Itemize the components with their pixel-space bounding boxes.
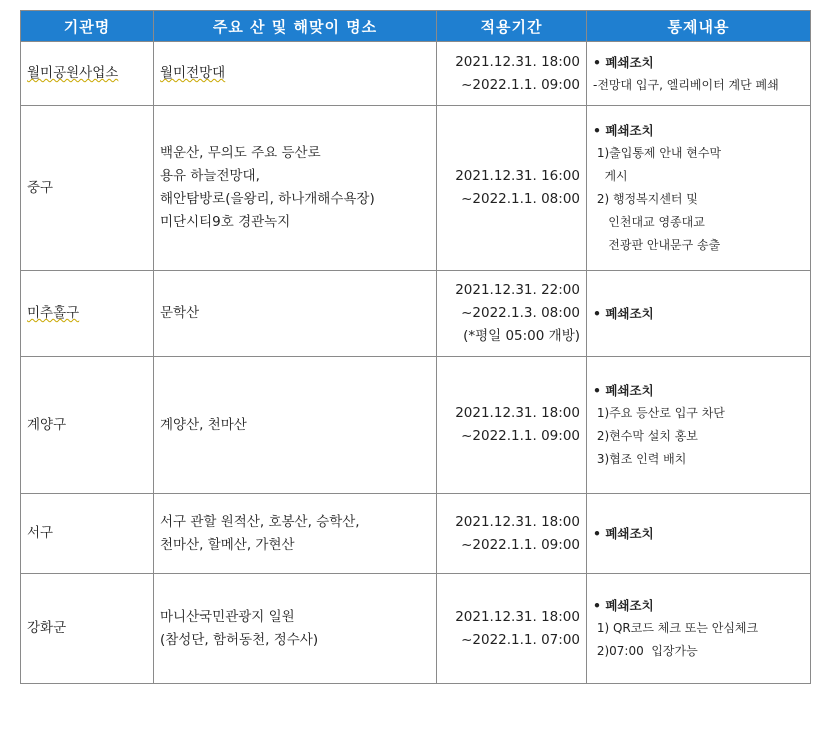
control-title: • 폐쇄조치 <box>593 522 804 545</box>
control-cell <box>587 357 811 494</box>
places-text: 월미전망대 <box>160 65 226 81</box>
period-cell: 2021.12.31. 22:00 ~2022.1.3. 08:00 (*평일 05:00 개방) <box>437 271 587 357</box>
control-line: -전망대 입구, 엘리베이터 계단 폐쇄 <box>593 77 779 92</box>
control-line: 게시 <box>593 169 628 183</box>
agency-cell: 강화군 <box>21 574 154 684</box>
agency-cell <box>21 42 154 106</box>
table-row <box>21 106 811 271</box>
control-line: 2)현수막 설치 홍보 <box>593 429 698 443</box>
header-agency: 기관명 <box>21 11 154 42</box>
control-line: 2)07:00 입장가능 <box>593 644 698 658</box>
control-line: 1) QR코드 체크 또는 안심체크 <box>593 621 759 635</box>
schedule-table <box>20 10 811 684</box>
control-cell <box>587 42 811 106</box>
control-line: 2) 행정복지센터 및 <box>593 192 698 206</box>
table-row <box>21 271 811 357</box>
table-row <box>21 574 811 684</box>
control-title: • 폐쇄조치 <box>593 302 804 325</box>
header-places: 주요 산 및 해맞이 명소 <box>154 11 437 42</box>
period-cell: 2021.12.31. 16:00 ~2022.1.1. 08:00 <box>437 106 587 271</box>
control-line: 3)협조 인력 배치 <box>593 452 687 466</box>
table-row <box>21 42 811 106</box>
table-header <box>21 11 811 42</box>
agency-cell: 중구 <box>21 106 154 271</box>
control-line: 1)주요 등산로 입구 차단 <box>593 406 725 420</box>
places-cell: 계양산, 천마산 <box>154 357 437 494</box>
control-title: • 폐쇄조치 <box>593 594 804 617</box>
control-line: 인천대교 영종대교 <box>593 215 705 229</box>
places-cell: 문학산 <box>154 271 437 357</box>
control-cell <box>587 494 811 574</box>
period-cell: 2021.12.31. 18:00 ~2022.1.1. 07:00 <box>437 574 587 684</box>
period-cell: 2021.12.31. 18:00 ~2022.1.1. 09:00 <box>437 42 587 106</box>
table-row <box>21 357 811 494</box>
table-body <box>21 42 811 684</box>
places-cell: 마니산국민관광지 일원 (참성단, 함허동천, 정수사) <box>154 574 437 684</box>
control-cell <box>587 271 811 357</box>
control-cell <box>587 574 811 684</box>
control-line: 1)출입통제 안내 현수막 <box>593 146 722 160</box>
places-cell <box>154 42 437 106</box>
header-period: 적용기간 <box>437 11 587 42</box>
agency-cell <box>21 271 154 357</box>
agency-name: 월미공원사업소 <box>27 65 119 81</box>
table-row <box>21 494 811 574</box>
control-title: • 폐쇄조치 <box>593 51 804 74</box>
control-title: • 폐쇄조치 <box>593 379 804 402</box>
places-cell: 백운산, 무의도 주요 등산로 용유 하늘전망대, 해안탐방로(을왕리, 하나개해수욕장) 미단시티9호 경관녹지 <box>154 106 437 271</box>
agency-cell: 계양구 <box>21 357 154 494</box>
control-title: • 폐쇄조치 <box>593 119 804 142</box>
control-line: 전광판 안내문구 송출 <box>593 238 721 252</box>
period-cell: 2021.12.31. 18:00 ~2022.1.1. 09:00 <box>437 357 587 494</box>
agency-cell: 서구 <box>21 494 154 574</box>
period-cell: 2021.12.31. 18:00 ~2022.1.1. 09:00 <box>437 494 587 574</box>
agency-name: 미추홀구 <box>27 305 80 321</box>
header-control: 통제내용 <box>587 11 811 42</box>
control-cell <box>587 106 811 271</box>
places-cell: 서구 관할 원적산, 호봉산, 승학산, 천마산, 할메산, 가현산 <box>154 494 437 574</box>
